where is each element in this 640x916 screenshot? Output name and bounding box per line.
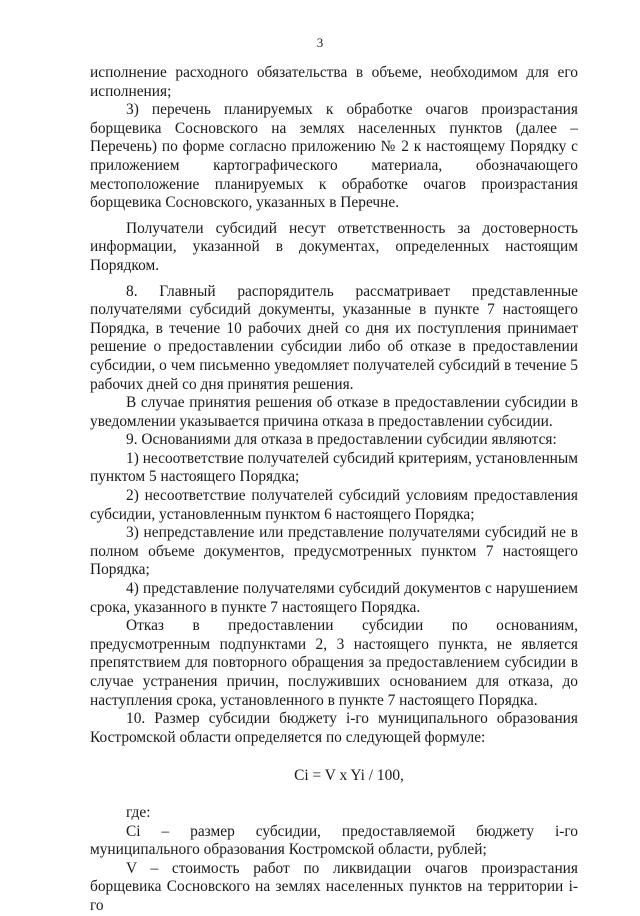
paragraph: В случае принятия решения об отказе в предоставлении субсидии в уведомлении указывается причина отказа в предоставлении субсидии. (90, 394, 578, 430)
paragraph: исполнение расходного обязательства в объеме, необходимом для его исполнения; (90, 64, 578, 100)
paragraph: 3) непредставление или представление получателями субсидий не в полном объеме документов, предусмотренных пунктом 7 настоящего Порядка; (90, 524, 578, 579)
paragraph: Отказ в предоставлении субсидии по основаниям, предусмотренным подпунктами 2, 3 настоящего пункта, не является препятствием для повторного обращения за предоставлением субсидии в случае устранения причин, послуживших основанием для отказа, до наступления срока, установленного в пункте 7 настоящего Порядка. (90, 617, 578, 709)
paragraph: 1) несоответствие получателей субсидий критериям, установленным пунктом 5 настоящего Порядка; (90, 449, 578, 486)
definition-item: V – стоимость работ по ликвидации очагов произрастания борщевика Сосновского на землях населенных пунктов на территории i-го (90, 859, 578, 914)
page-number: 3 (316, 35, 324, 50)
definition-item: Ci – размер субсидии, предоставляемой бюджету i-го муниципального образования Костромской области, рублей; (90, 822, 578, 859)
paragraph: 3) перечень планируемых к обработке очагов произрастания борщевика Сосновского на землях населенных пунктов (далее – Перечень) по форме согласно приложению № 2 к настоящему Порядку с приложением картографического материала, обозначающего местоположение планируемых к обработке очагов произрастания борщевика Сосновского, указанных в Перечне. (90, 101, 578, 212)
paragraph: 8. Главный распорядитель рассматривает представленные получателями субсидий документы, указанные в пункте 7 настоящего Порядка, в течение 10 рабочих дней со дня их поступления принимает решение о предоставлении субсидии либо об отказе в предоставлении субсидии, о чем письменно уведомляет получателей субсидий в течение 5 рабочих дней со дня принятия решения. (90, 282, 578, 393)
paragraph: 9. Основаниями для отказа в предоставлении субсидии являются: (126, 431, 557, 449)
paragraph: 10. Размер субсидии бюджету i-го муниципального образования Костромской области определяется по следующей формуле: (90, 710, 578, 746)
document-body (90, 64, 578, 916)
definition-intro: где: (126, 803, 151, 821)
formula: Ci = V x Yi / 100, (294, 767, 404, 785)
paragraph: Получатели субсидий несут ответственность за достоверность информации, указанной в документах, определенных настоящим Порядком. (90, 219, 578, 274)
paragraph: 4) представление получателями субсидий документов с нарушением срока, указанного в пункте 7 настоящего Порядка. (90, 580, 578, 616)
paragraph: 2) несоответствие получателей субсидий условиям предоставления субсидии, установленным пунктом 6 настоящего Порядка; (90, 487, 578, 523)
